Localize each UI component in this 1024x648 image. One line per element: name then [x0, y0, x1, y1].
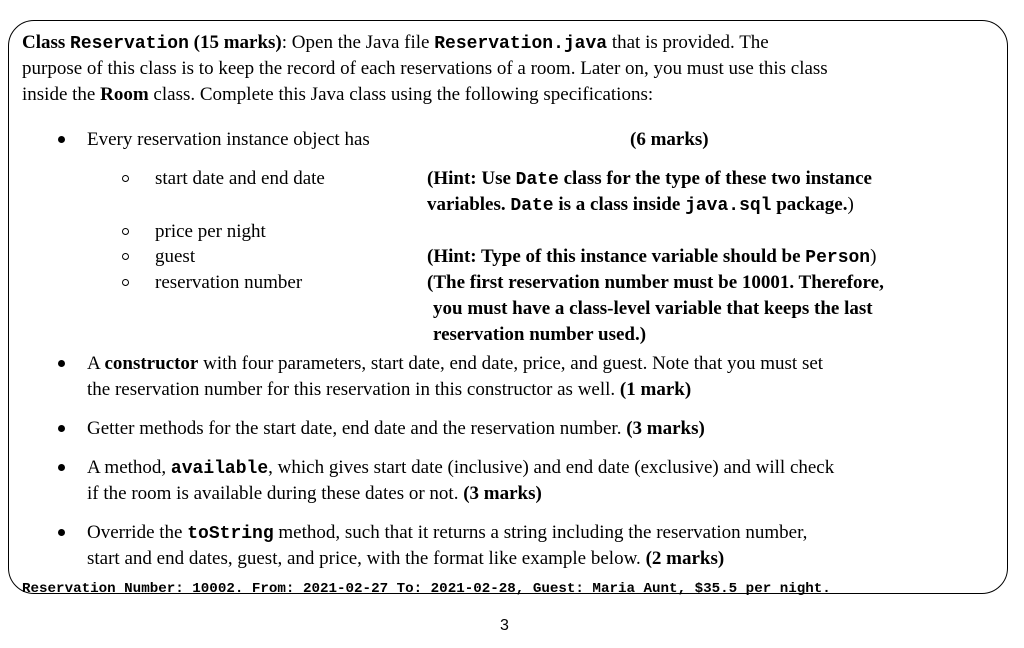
item-guest: guest — [155, 246, 196, 267]
hint-guest — [427, 246, 876, 269]
sub-bullet-icon — [122, 175, 129, 182]
bullet-text: method, such that it returns a string including the reservation number, — [273, 522, 808, 543]
hint-date-line-2 — [427, 194, 854, 217]
bullet-5-line-2 — [87, 548, 724, 570]
item-price-per-night: price per night — [155, 221, 266, 242]
hint-text: (Hint: Type of this instance variable should be — [427, 246, 806, 267]
hint-text: is a class inside — [553, 194, 686, 215]
bullet-2-line-2 — [87, 379, 691, 401]
bullet-text: the reservation number for this reservation in this constructor as well. — [87, 379, 620, 400]
bullet-2-marks: (1 mark) — [619, 379, 692, 400]
bullet-text: , which gives start date (inclusive) and end date (exclusive) and will check — [268, 457, 835, 478]
intro-line-3 — [22, 84, 653, 106]
bullet-4-line-1 — [87, 457, 834, 480]
total-marks: (15 marks) — [188, 32, 282, 53]
page-number: 3 — [500, 617, 509, 634]
bullet-icon — [58, 136, 65, 143]
bullet-4-line-2 — [87, 483, 542, 505]
bullet-5-line-1 — [87, 522, 807, 545]
hint-reservation-line-3: reservation number used.) — [433, 324, 647, 345]
available-method-code: available — [170, 459, 269, 479]
bullet-1-text: Every reservation instance object has — [87, 129, 370, 150]
package-code: java.sql — [685, 196, 772, 216]
class-label: Class — [22, 32, 71, 53]
bullet-text: start and end dates, guest, and price, with the format like example below. — [87, 548, 646, 569]
item-reservation-number: reservation number — [155, 272, 303, 293]
hint-text: ) — [870, 246, 877, 267]
sub-bullet-icon — [122, 228, 129, 235]
bullet-icon — [58, 529, 65, 536]
bullet-text: Override the — [87, 522, 188, 543]
room-class-name: Room — [100, 84, 149, 105]
bullet-icon — [58, 464, 65, 471]
date-code: Date — [515, 170, 559, 190]
hint-reservation-line-1: (The first reservation number must be 10001. Therefore, — [427, 272, 884, 293]
intro-text: class. Complete this Java class using the following specifications: — [148, 84, 654, 105]
item-start-end-date: start date and end date — [155, 168, 325, 189]
bullet-1-marks: (6 marks) — [630, 129, 709, 150]
intro-text: that is provided. The — [607, 32, 769, 53]
tostring-method-code: toString — [187, 524, 274, 544]
sub-bullet-icon — [122, 279, 129, 286]
intro-line-1 — [22, 32, 769, 55]
hint-date-line-1 — [427, 168, 872, 191]
bullet-5-marks: (2 marks) — [645, 548, 725, 569]
intro-text: inside the — [22, 84, 101, 105]
bullet-text: A method, — [87, 457, 171, 478]
bullet-3-text — [87, 418, 705, 440]
intro-text: : Open the Java file — [281, 32, 435, 53]
bullet-4-marks: (3 marks) — [463, 483, 542, 504]
date-code: Date — [510, 196, 554, 216]
hint-reservation-line-2: you must have a class-level variable that keeps the last — [433, 298, 873, 319]
class-name-code: Reservation — [70, 34, 189, 54]
bullet-2-line-1 — [87, 353, 823, 375]
bullet-icon — [58, 425, 65, 432]
hint-text: (Hint: Use — [427, 168, 516, 189]
bullet-text: with four parameters, start date, end date, price, and guest. Note that you must set — [198, 353, 824, 374]
example-output: Reservation Number: 10002. From: 2021-02-27 To: 2021-02-28, Guest: Maria Aunt, $35.5 per night. — [22, 581, 831, 597]
bullet-icon — [58, 360, 65, 367]
hint-text: variables. — [427, 194, 511, 215]
sub-bullet-icon — [122, 253, 129, 260]
file-name-code: Reservation.java — [434, 34, 608, 54]
hint-text: ) — [847, 194, 854, 215]
hint-text: package. — [771, 194, 848, 215]
bullet-text: if the room is available during these dates or not. — [87, 483, 464, 504]
bullet-3-marks: (3 marks) — [626, 418, 705, 439]
person-code: Person — [805, 248, 871, 268]
constructor-term: constructor — [104, 353, 199, 374]
bullet-text: A — [87, 353, 105, 374]
intro-line-2: purpose of this class is to keep the record of each reservations of a room. Later on, you must use this class — [22, 58, 828, 79]
bullet-text: Getter methods for the start date, end date and the reservation number. — [87, 418, 627, 439]
hint-text: class for the type of these two instance — [558, 168, 872, 189]
